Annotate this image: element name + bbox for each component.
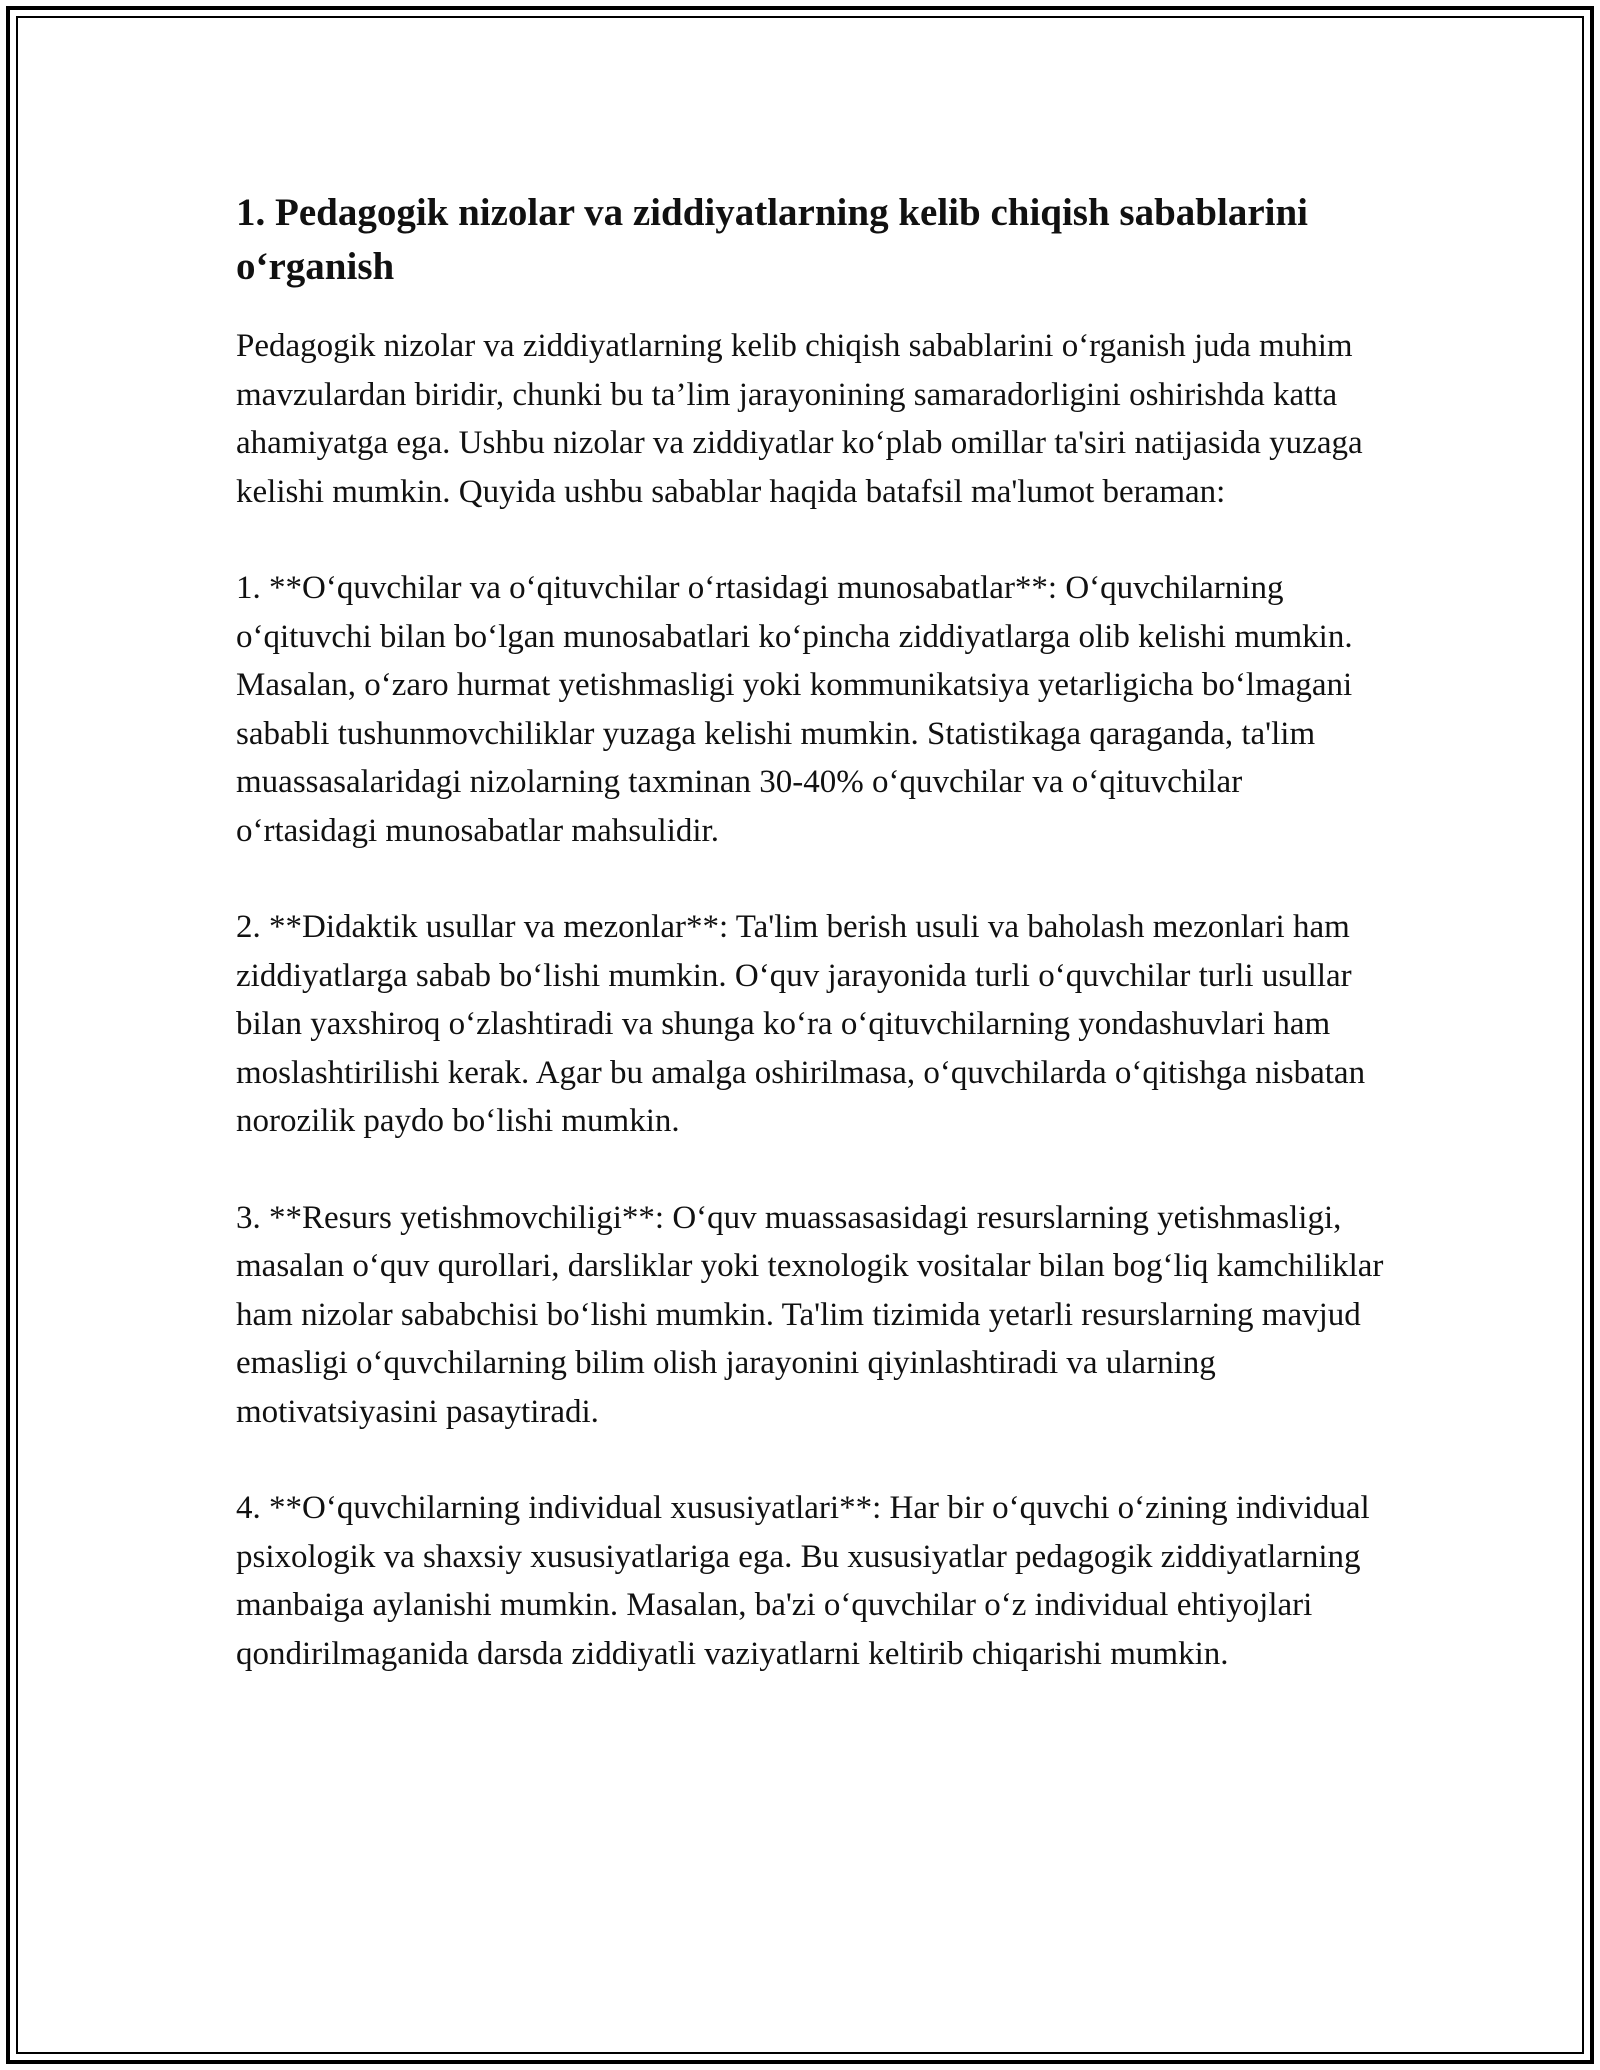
cause-paragraph-resources: 3. **Resurs yetishmovchiligi**: O‘quv muassasasidagi resurslarning yetishmasligi, masalan o‘quv qurollari, darsliklar yoki texnologik vositalar bilan bog‘liq kamchiliklar ham nizolar sababchisi bo‘lishi mumkin. Ta'lim tizimida yetarli resurslarning mavjud emasligi o‘quvchilarning bilim olish jarayonini qiyinlashtiradi va ularning motivatsiyasini pasaytiradi. bbox=[236, 1199, 1384, 1430]
intro-paragraph: Pedagogik nizolar va ziddiyatlarning kelib chiqish sabablarini o‘rganish juda muhim mavzulardan biridir, chunki bu ta’lim jarayonining samaradorligini oshirishda katta ahamiyatga ega. Ushbu nizolar va ziddiyatlar ko‘plab omillar ta'siri natijasida yuzaga kelishi mumkin. Quyida ushbu sabablar haqida batafsil ma'lumot beraman: bbox=[236, 328, 1363, 510]
cause-paragraph-individual: 4. **O‘quvchilarning individual xususiyatlari**: Har bir o‘quvchi o‘zining individual psixologik va shaxsiy xususiyatlariga ega. Bu xususiyatlar pedagogik ziddiyatlarning manbaiga aylanishi mumkin. Masalan, ba'zi o‘quvchilar o‘z individual ehtiyojlari qondirilmaganida darsda ziddiyatli vaziyatlarni keltirib chiqarishi mumkin. bbox=[236, 1490, 1370, 1672]
cause-paragraph-relations: 1. **O‘quvchilar va o‘qituvchilar o‘rtasidagi munosabatlar**: O‘quvchilarning o‘qituvchi bilan bo‘lgan munosabatlari ko‘pincha ziddiyatlarga olib kelishi mumkin. Masalan, o‘zaro hurmat yetishmasligi yoki kommunikatsiya yetarligicha bo‘lmagani sababli tushunmovchiliklar yuzaga kelishi mumkin. Statistikaga qaraganda, ta'lim muassasalaridagi nizolarning taxminan 30-40% o‘quvchilar va o‘qituvchilar o‘rtasidagi munosabatlar mahsulidir. bbox=[236, 570, 1353, 849]
section-heading: 1. Pedagogik nizolar va ziddiyatlarning kelib chiqish sabablarini o‘rganish bbox=[236, 191, 1308, 288]
document-body bbox=[236, 186, 1386, 1726]
cause-paragraph-didactic: 2. **Didaktik usullar va mezonlar**: Ta'lim berish usuli va baholash mezonlari ham ziddiyatlarga sabab bo‘lishi mumkin. O‘quv jarayonida turli o‘quvchilar turli usullar bilan yaxshiroq o‘zlashtiradi va shunga ko‘ra o‘qituvchilarning yondashuvlari ham moslashtirilishi kerak. Agar bu amalga oshirilmasa, o‘quvchilarda o‘qitishga nisbatan norozilik paydo bo‘lishi mumkin. bbox=[236, 909, 1366, 1139]
